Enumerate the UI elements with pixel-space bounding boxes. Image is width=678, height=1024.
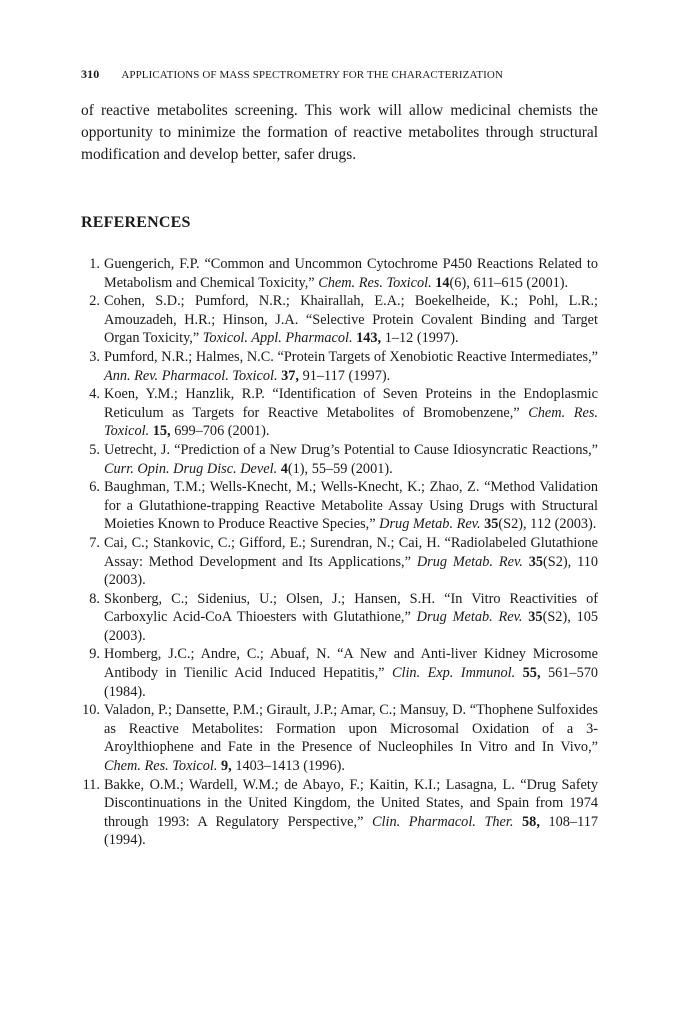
- reference-number: 1.: [89, 256, 100, 272]
- reference-number: 4.: [89, 386, 100, 403]
- reference-number: 8.: [89, 590, 100, 607]
- reference-item-5: [81, 441, 598, 478]
- reference-citation: Koen, Y.M.; Hanzlik, R.P. “Identification of Seven Proteins in the Endoplasmic Reticulum as Targets for Reactive Metabolites of Bromobenzene,”: [104, 386, 598, 421]
- reference-journal: Clin. Exp. Immunol.: [391, 665, 516, 682]
- reference-volume: 4: [280, 460, 288, 477]
- reference-number: 10.: [82, 702, 100, 719]
- reference-citation: Baughman, T.M.; Wells-Knecht, M.; Wells-Knecht, K.; Zhao, Z. “Method Validation for a Glutathione-trapping Reactive Metabolite Assay Using Drugs with Structural Moieties Known to Produce Reactive Species,”: [104, 479, 598, 533]
- reference-journal: Clin. Pharmacol. Ther.: [372, 813, 514, 830]
- reference-list: [81, 255, 598, 850]
- reference-pages-year: 1–12 (1997).: [384, 330, 459, 347]
- page-number: 310: [81, 67, 100, 81]
- reference-journal: Toxicol. Appl. Pharmacol.: [202, 330, 353, 347]
- reference-volume: 58,: [522, 813, 540, 830]
- reference-number: 9.: [89, 646, 100, 663]
- reference-citation: Valadon, P.; Dansette, P.M.; Girault, J.P.; Amar, C.; Mansuy, D. “Thophene Sulfoxides as Reactive Metabolites: Formation upon Microsomal Oxidation of a 3-Aroylthiophene and Fate in the Presence of Nucleophiles In Vitro and In Vivo,”: [104, 702, 598, 756]
- running-head-title: APPLICATIONS OF MASS SPECTROMETRY FOR THE CHARACTERIZATION: [121, 69, 503, 81]
- reference-volume: 37,: [281, 367, 299, 384]
- reference-journal: Chem. Res. Toxicol.: [104, 404, 598, 440]
- reference-item-8: [81, 590, 598, 646]
- reference-number: 6.: [89, 479, 100, 496]
- reference-item-4: [81, 385, 598, 441]
- reference-citation: Guengerich, F.P. “Common and Uncommon Cytochrome P450 Reactions Related to Metabolism and Chemical Toxicity,”: [104, 256, 598, 291]
- reference-pages-year: (1), 55–59 (2001).: [287, 460, 393, 477]
- reference-citation: Pumford, N.R.; Halmes, N.C. “Protein Targets of Xenobiotic Reactive Intermediates,”: [104, 348, 598, 365]
- reference-journal: Chem. Res. Toxicol.: [318, 274, 432, 291]
- reference-volume: 35: [528, 609, 543, 626]
- reference-journal: Chem. Res. Toxicol.: [104, 758, 218, 775]
- reference-item-6: [81, 478, 598, 534]
- reference-item-10: [81, 701, 598, 775]
- reference-pages-year: 1403–1413 (1996).: [235, 758, 345, 775]
- reference-item-11: [81, 776, 598, 850]
- reference-item-9: [81, 645, 598, 701]
- intro-paragraph: of reactive metabolites screening. This work will allow medicinal chemists the opportunity to minimize the formation of reactive metabolites through structural modification and develop better, safer drugs.: [81, 102, 598, 163]
- reference-volume: 143,: [356, 330, 382, 347]
- reference-journal: Drug Metab. Rev.: [416, 609, 523, 626]
- reference-volume: 35: [484, 516, 499, 533]
- reference-citation: Skonberg, C.; Sidenius, U.; Olsen, J.; Hansen, S.H. “In Vitro Reactivities of Carboxylic Acid-CoA Thioesters with Glutathione,”: [104, 590, 598, 626]
- reference-citation: Cohen, S.D.; Pumford, N.R.; Khairallah, E.A.; Boekelheide, K.; Pohl, L.R.; Amouzadeh, H.R.; Hinson, J.A. “Selective Protein Covalent Binding and Target Organ Toxicity,”: [104, 293, 598, 347]
- reference-number: 11.: [82, 776, 100, 793]
- reference-pages-year: (S2), 112 (2003).: [498, 516, 597, 533]
- references-heading: REFERENCES: [81, 214, 191, 231]
- running-head: [81, 67, 598, 82]
- reference-number: 2.: [89, 293, 100, 310]
- reference-volume: 9,: [221, 758, 232, 775]
- reference-item-7: [81, 534, 598, 590]
- reference-number: 7.: [89, 534, 100, 551]
- reference-pages-year: (S2), 105 (2003).: [104, 609, 599, 644]
- reference-number: 3.: [89, 348, 100, 365]
- reference-pages-year: (6), 611–615 (2001).: [449, 274, 569, 291]
- reference-citation: Uetrecht, J. “Prediction of a New Drug’s Potential to Cause Idiosyncratic Reactions,”: [104, 441, 598, 458]
- reference-journal: Drug Metab. Rev.: [379, 516, 481, 533]
- reference-number: 5.: [89, 441, 100, 458]
- reference-item-2: [81, 292, 598, 348]
- reference-journal: Ann. Rev. Pharmacol. Toxicol.: [104, 367, 278, 384]
- reference-journal: Curr. Opin. Drug Disc. Devel.: [104, 460, 278, 477]
- reference-citation: Cai, C.; Stankovic, C.; Gifford, E.; Surendran, N.; Cai, H. “Radiolabeled Glutathione Assay: Method Development and Its Applications,”: [104, 534, 598, 570]
- reference-pages-year: 108–117 (1994).: [104, 813, 598, 849]
- reference-volume: 15,: [152, 423, 171, 440]
- reference-pages-year: 699–706 (2001).: [174, 423, 270, 440]
- reference-pages-year: 561–570 (1984).: [104, 665, 599, 700]
- reference-item-3: [81, 348, 598, 385]
- reference-citation: Homberg, J.C.; Andre, C.; Abuaf, N. “A New and Anti-liver Kidney Microsome Antibody in Tienilic Acid Induced Hepatitis,”: [104, 646, 598, 682]
- reference-pages-year: (S2), 110 (2003).: [104, 553, 599, 589]
- reference-volume: 14: [435, 274, 450, 291]
- reference-journal: Drug Metab. Rev.: [416, 553, 523, 570]
- reference-item-1: [81, 255, 598, 292]
- reference-volume: 55,: [522, 665, 541, 682]
- reference-pages-year: 91–117 (1997).: [302, 367, 391, 384]
- reference-volume: 35: [528, 553, 544, 570]
- reference-citation: Bakke, O.M.; Wardell, W.M.; de Abayo, F.; Kaitin, K.I.; Lasagna, L. “Drug Safety Discontinuations in the United Kingdom, the United States, and Spain from 1974 through 1993: A Regulatory Perspective,”: [104, 776, 598, 830]
